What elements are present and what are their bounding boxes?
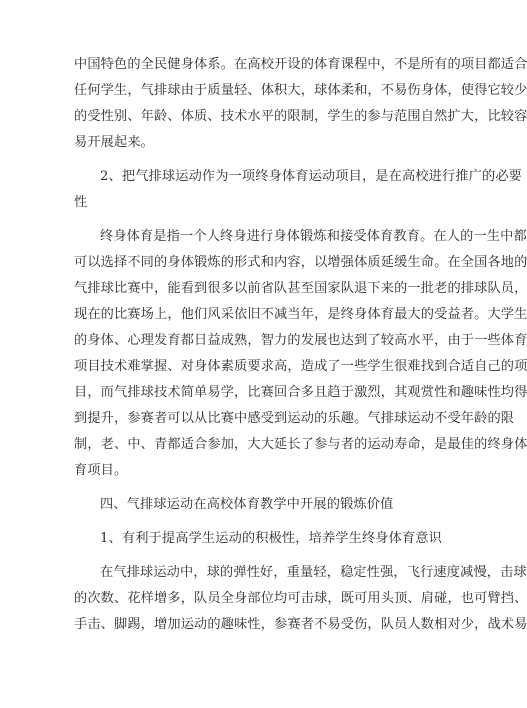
heading-2-line-2: 性 (74, 195, 88, 210)
paragraph-2-line-1: 终身体育是指一个人终身进行身体锻炼和接受体育教育。在人的一生中都 (100, 229, 527, 244)
section-heading: 四、气排球运动在高校体育教学中开展的锻炼价值 (100, 497, 394, 512)
paragraph-1-line-1: 中国特色的全民健身体系。在高校开设的体育课程中，不是所有的项目都适合 (74, 57, 527, 72)
paragraph-2-line-8: 到提升，参赛者可以从比赛中感受到运动的乐趣。气排球运动不受年龄的限 (74, 411, 515, 426)
paragraph-2-line-5: 的身体、心理发育都日益成熟，智力的发展也达到了较高水平，由于一些体育 (74, 333, 527, 348)
paragraph-1-line-2: 任何学生，气排球由于质量轻、体积大，球体柔和，不易伤身体，使得它较少 (74, 83, 527, 98)
paragraph-1-line-3: 的受性别、年龄、体质、技术水平的限制，学生的参与范围自然扩大，比较容 (74, 109, 527, 124)
paragraph-3-line-1: 在气排球运动中，球的弹性好，重量轻，稳定性强，飞行速度减慢，击球 (100, 565, 527, 580)
paragraph-2-line-2: 可以选择不同的身体锻炼的形式和内容，以增强体质延缓生命。在全国各地的 (74, 255, 527, 270)
heading-2-line-1: 2、把气排球运动作为一项终身体育运动项目，是在高校进行推广的必要 (100, 169, 522, 184)
paragraph-3-line-3: 手击、脚踢，增加运动的趣味性，参赛者不易受伤，队员人数相对少，战术易 (74, 617, 527, 632)
subheading-1: 1、有利于提高学生运动的积极性，培养学生终身体育意识 (100, 531, 442, 546)
paragraph-1-line-4: 易开展起来。 (74, 135, 155, 150)
paragraph-2-line-10: 育项目。 (74, 463, 128, 478)
paragraph-2-line-6: 项目技术难掌握、对身体素质要求高，造成了一些学生很难找到合适自己的项 (74, 359, 527, 374)
paragraph-2-line-9: 制，老、中、青都适合参加，大大延长了参与者的运动寿命，是最佳的终身体 (74, 437, 527, 452)
paragraph-2-line-4: 现在的比赛场上，他们风采依旧不减当年，是终身体育最大的受益者。大学生 (74, 307, 527, 322)
paragraph-2-line-3: 气排球比赛中，能看到很多以前省队甚至国家队退下来的一批老的排球队员， (74, 281, 527, 296)
paragraph-2-line-7: 目，而气排球技术简单易学，比赛回合多且趋于激烈，其观赏性和趣味性均得 (74, 385, 527, 400)
paragraph-3-line-2: 的次数、花样增多，队员全身部位均可击球，既可用头顶、肩碰，也可臂挡、 (74, 591, 527, 606)
